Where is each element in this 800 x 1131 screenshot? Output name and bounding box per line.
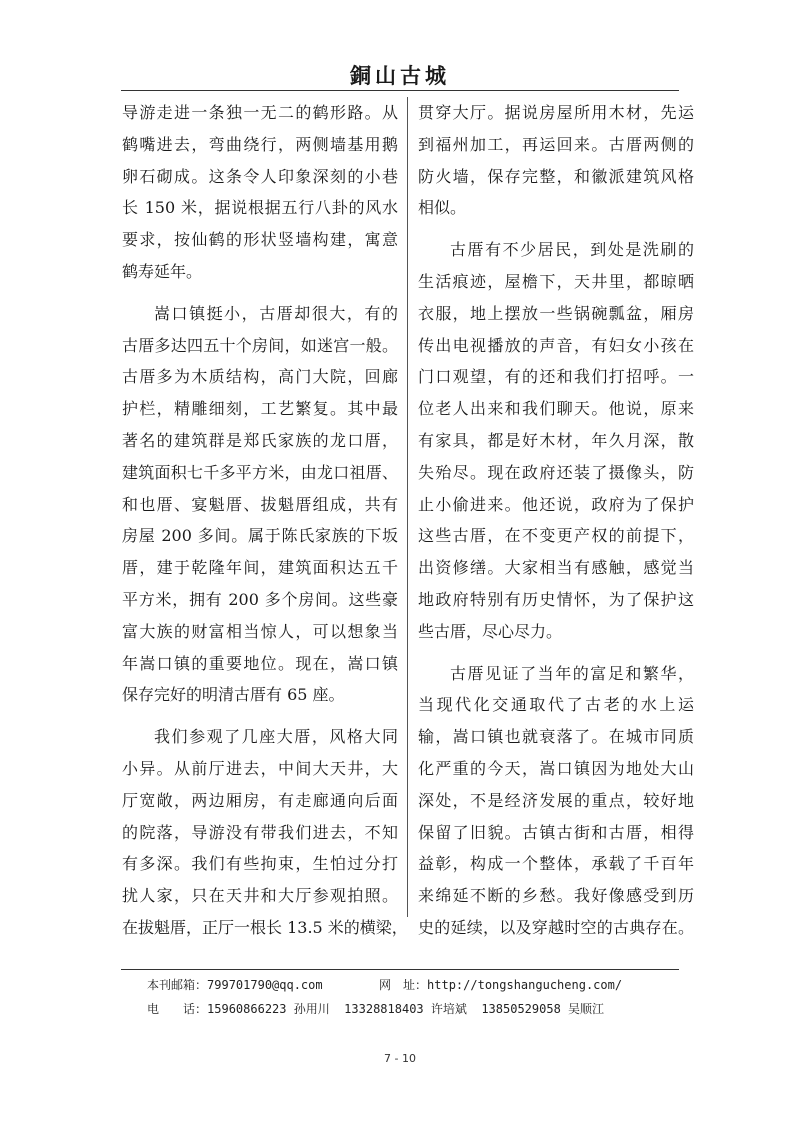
text-line: 地政府特别有历史情怀，为了保护这 [418, 589, 694, 609]
text-line: 出资修缮。大家相当有感触，感觉当 [418, 558, 694, 578]
header-rule [121, 90, 679, 91]
text-line: 鹤寿延年。 [122, 261, 203, 281]
footer-phone-line [147, 1000, 667, 1017]
text-line: 古厝见证了当年的富足和繁华， [450, 663, 694, 683]
text-line: 嵩口镇挺小，古厝却很大，有的 [154, 303, 398, 323]
text-line: 当现代化交通取代了古老的水上运 [418, 695, 694, 715]
text-line: 门口观望，有的还和我们打招呼。一 [418, 367, 694, 387]
text-line: 长 150 米，据说根据五行八卦的风水 [122, 198, 398, 218]
text-line: 失殆尽。现在政府还装了摄像头，防 [418, 462, 694, 482]
text-line: 小异。从前厅进去，中间大天井，大 [122, 758, 398, 778]
text-line: 房屋 200 多间。属于陈氏家族的下坂 [122, 526, 398, 546]
text-line: 古厝有不少居民，到处是洗刷的 [450, 240, 694, 260]
text-line: 在拔魁厝，正厅一根长 13.5 米的横梁， [122, 917, 408, 937]
phone-contact: 15960866223 孙用川 [207, 1002, 330, 1016]
website-label: 网 址： [379, 978, 428, 992]
text-line: 古厝多达四五十个房间，如迷宫一般。 [122, 335, 398, 355]
text-line: 厅宽敞，两边厢房，有走廊通向后面 [122, 790, 398, 810]
text-line: 护栏，精雕细刻，工艺繁复。其中最 [122, 399, 398, 419]
text-line: 要求，按仙鹤的形状竖墙构建，寓意 [122, 230, 398, 250]
left-column [122, 97, 408, 944]
text-line: 卵石砌成。这条令人印象深刻的小巷 [122, 166, 398, 186]
email-link[interactable]: 799701790@qq.com [207, 978, 323, 992]
text-line: 富大族的财富相当惊人，可以想象当 [122, 621, 398, 641]
text-line: 鹤嘴进去，弯曲绕行，两侧墙基用鹅 [122, 134, 398, 154]
text-line: 导游走进一条独一无二的鹤形路。从 [122, 103, 398, 122]
text-line: 厝，建于乾隆年间，建筑面积达五千 [122, 558, 398, 578]
email-label: 本刊邮箱： [147, 978, 208, 992]
text-line: 来绵延不断的乡愁。我好像感受到历 [418, 886, 694, 906]
website-link[interactable]: http://tongshangucheng.com/ [427, 978, 623, 992]
text-line: 这些古厝，在不变更产权的前提下， [418, 526, 694, 546]
text-line: 输，嵩口镇也就衰落了。在城市同质 [418, 727, 694, 747]
text-line: 古厝多为木质结构，高门大院，回廊 [122, 367, 398, 387]
text-line: 我们参观了几座大厝，风格大同 [154, 727, 398, 747]
text-line: 到福州加工，再运回来。古厝两侧的 [418, 134, 694, 154]
text-line: 平方米，拥有 200 多个房间。这些豪 [122, 589, 398, 609]
text-line: 益彰，构成一个整体，承载了千百年 [418, 854, 694, 874]
right-column [418, 97, 694, 944]
page-number: 7 - 10 [384, 1052, 416, 1065]
text-line: 深处，不是经济发展的重点，较好地 [418, 790, 694, 810]
page-header-title: 銅山古城 [350, 64, 450, 88]
text-line: 史的延续，以及穿越时空的古典存在。 [418, 917, 694, 937]
text-line: 保留了旧貌。古镇古街和古厝，相得 [418, 822, 694, 842]
footer-contact-line [147, 976, 667, 993]
text-line: 位老人出来和我们聊天。他说，原来 [418, 399, 694, 419]
text-line: 些古厝，尽心尽力。 [418, 621, 563, 641]
text-line: 保存完好的明清古厝有 65 座。 [122, 685, 345, 705]
text-line: 有多深。我们有些拘束，生怕过分打 [122, 854, 398, 874]
text-line: 防火墙，保存完整，和徽派建筑风格 [418, 166, 694, 186]
column-divider [407, 97, 408, 917]
text-line: 年嵩口镇的重要地位。现在，嵩口镇 [122, 653, 398, 673]
text-line: 著名的建筑群是郑氏家族的龙口厝， [122, 430, 398, 450]
phone-contact: 13328818403 许培斌 [344, 1002, 467, 1016]
footer-rule [121, 969, 679, 970]
text-line: 传出电视播放的声音，有妇女小孩在 [418, 335, 694, 355]
text-line: 和也厝、宴魁厝、拔魁厝组成，共有 [122, 494, 398, 514]
text-line: 生活痕迹，屋檐下，天井里，都晾晒 [418, 271, 694, 291]
text-line: 相似。 [418, 198, 467, 218]
text-line: 衣服，地上摆放一些锅碗瓢盆，厢房 [418, 303, 694, 323]
text-line: 扰人家，只在天井和大厅参观拍照。 [122, 886, 398, 906]
text-line: 贯穿大厅。据说房屋所用木材，先运 [418, 103, 694, 122]
text-line: 的院落，导游没有带我们进去，不知 [122, 822, 398, 842]
text-line: 止小偷进来。他还说，政府为了保护 [418, 494, 694, 514]
text-line: 建筑面积七千多平方米，由龙口祖厝、 [122, 462, 398, 482]
phone-label: 电 话： [147, 1002, 208, 1016]
phone-contact: 13850529058 吴顺江 [481, 1002, 605, 1016]
text-line: 有家具，都是好木材，年久月深，散 [418, 430, 694, 450]
text-line: 化严重的今天，嵩口镇因为地处大山 [418, 758, 694, 778]
